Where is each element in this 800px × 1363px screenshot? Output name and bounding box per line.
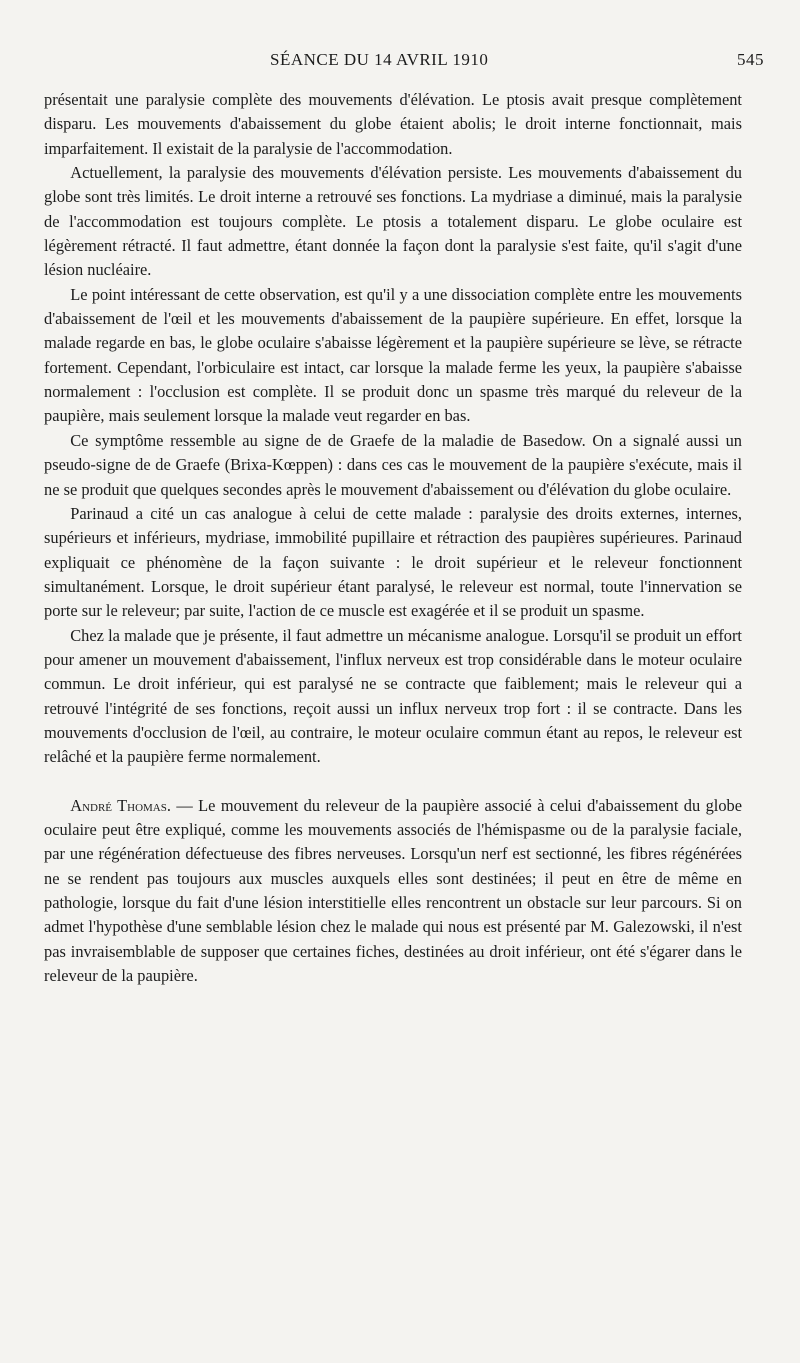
paragraph-2: Actuellement, la paralysie des mouvements d'élévation persiste. Les mouvements d'abaissement du globe sont très limités. Le droit interne a retrouvé ses fonctions. La mydriase a diminué, mais la paralysie de l'accommodation est toujours complète. Le ptosis a totalement disparu. Le globe oculaire est légèrement rétracté. Il faut admettre, étant donnée la façon dont la paralysie s'est faite, qu'il s'agit d'une lésion nucléaire. (44, 163, 742, 280)
discussion-paragraph (44, 794, 742, 989)
header-title: SÉANCE DU 14 AVRIL 1910 (270, 50, 489, 69)
running-header (0, 50, 800, 74)
discussion-speaker: André Thomas. (70, 795, 171, 815)
paragraph-3: Le point intéressant de cette observation, est qu'il y a une dissociation complète entre les mouvements d'abaissement de l'œil et les mouvements d'abaissement de la paupière supérieure. En effet, lorsque la malade regarde en bas, le globe oculaire s'abaisse légèrement et la paupière supérieure se lève, se rétracte fortement. Cependant, l'orbiculaire est intact, car lorsque la malade ferme les yeux, la paupière s'abaisse normalement : l'occlusion est complète. Il se produit donc un spasme très marqué du releveur de la paupière, mais seulement lorsque la malade veut regarder en bas. (44, 284, 742, 426)
page-number: 545 (737, 50, 764, 69)
paragraph-5: Parinaud a cité un cas analogue à celui de cette malade : paralysie des droits externes, internes, supérieurs et inférieurs, mydriase, immobilité pupillaire et rétraction des paupières supérieures. Parinaud expliquait ce phénomène de la façon suivante : le droit supérieur et le releveur fonctionnent simultanément. Lorsque, le droit supérieur étant paralysé, le releveur est normal, toute l'innervation se porte sur le releveur; par suite, l'action de ce muscle est exagérée et il se produit un spasme. (44, 503, 742, 621)
paragraph-6: Chez la malade que je présente, il faut admettre un mécanisme analogue. Lorsqu'il se produit un effort pour amener un mouvement d'abaissement, l'influx nerveux est trop considérable dans le moteur oculaire commun. Le droit inférieur, qui est paralysé ne se contracte que faiblement; mais le releveur qui a retrouvé l'intégrité de ses fonctions, reçoit aussi un influx nerveux trop fort : il se contracte. Dans les mouvements d'occlusion de l'œil, au contraire, le moteur oculaire commun étant au repos, le releveur est relâché et la paupière ferme normalement. (44, 625, 742, 767)
paragraph-1: présentait une paralysie complète des mouvements d'élévation. Le ptosis avait presque complètement disparu. Les mouvements d'abaissement du globe étaient abolis; le droit interne fonctionnait, mais imparfaitement. Il existait de la paralysie de l'accommodation. (44, 90, 742, 158)
body-text (44, 88, 742, 988)
discussion-text: — Le mouvement du releveur de la paupière associé à celui d'abaissement du globe oculaire peut être expliqué, comme les mouvements associés de l'hémispasme ou de la paralysie faciale, par une régénération défectueuse des fibres nerveuses. Lorsqu'un nerf est sectionné, les fibres régénérées ne se rendent pas toujours aux muscles auxquels elles sont destinées; il peut en être de même en pathologie, lorsque du fait d'une lésion interstitielle elles rencontrent un obstacle sur leur parcours. Si on admet l'hypothèse d'une semblable lésion chez le malade qui nous est présenté par M. Galezowski, il n'est pas invraisemblable de supposer que certaines fiches, destinées au droit inférieur, ont été s'égarer dans le releveur de la paupière. (44, 795, 742, 986)
paragraph-4: Ce symptôme ressemble au signe de de Graefe de la maladie de Basedow. On a signalé aussi un pseudo-signe de de Graefe (Brixa-Kœppen) : dans ces cas le mouvement de la paupière s'exécute, mais il ne se produit que quelques secondes après le mouvement d'abaissement ou d'élévation du globe oculaire. (44, 430, 742, 499)
